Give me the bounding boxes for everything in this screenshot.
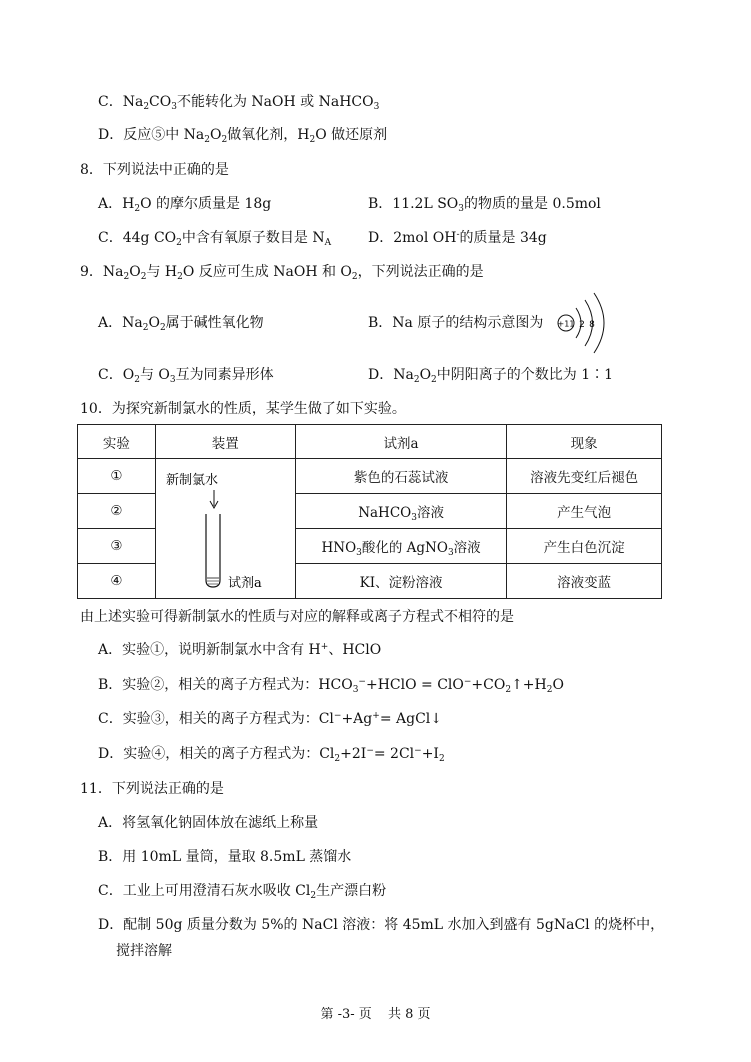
q11-option-d: D．配制 50g 质量分数为 5%的 NaCl 溶液：将 45mL 水加入到盛有 5gNaCl 的烧杯中， xyxy=(98,917,665,933)
nucleus-charge: +11 xyxy=(557,319,575,329)
q9-option-a: A．$Na_2O_2$属于碱性氧化物 xyxy=(98,315,264,333)
header-apparatus: 装置 xyxy=(155,425,295,459)
page-footer xyxy=(0,1003,751,1022)
apparatus-cell xyxy=(155,459,295,599)
page-number: 第 -3- 页 xyxy=(320,1007,372,1022)
q9-option-d: D．$Na_2O_2$中阴阳离子的个数比为 1∶1 xyxy=(368,367,614,385)
phenomenon-cell: 产生白色沉淀 xyxy=(507,529,662,564)
q10-stem: 10．为探究新制氯水的性质，某学生做了如下实验。 xyxy=(80,401,406,417)
apparatus-bottom-label: 试剂a xyxy=(228,575,263,591)
experiment-id: ② xyxy=(78,494,156,529)
q9-option-c: C．$O_2$与 $O_3$互为同素异形体 xyxy=(98,367,274,385)
q11-option-d-cont: 搅拌溶解 xyxy=(116,943,172,959)
phenomenon-cell: 产生气泡 xyxy=(507,494,662,529)
q10-option-b: B．实验②，相关的离子方程式为：$HCO_3^-+HClO$ = $ClO^-+CO_2↑+H_2O$ xyxy=(98,677,564,695)
table-header-row xyxy=(78,425,662,459)
q10-option-d: D．实验④，相关的离子方程式为：$Cl_2+2I^-= 2Cl^-+I_2$ xyxy=(98,746,445,764)
q11-option-c: C．工业上可用澄清石灰水吸收 $Cl_2$生产漂白粉 xyxy=(98,883,387,901)
reagent-cell: $HNO_3$酸化的 AgNO$_3$溶液 xyxy=(295,529,507,564)
q8-option-d: D．2mol OH-的质量是 34g xyxy=(368,230,547,246)
q8-option-a: A．$H_2O$ 的摩尔质量是 18g xyxy=(98,196,272,214)
header-reagent: 试剂a xyxy=(295,425,507,459)
test-tube xyxy=(206,514,220,587)
q9-stem: 9．$Na_2O_2$与 $H_2O$ 反应可生成 NaOH 和 $O_2$，下列说法正确的是 xyxy=(80,264,484,282)
reagent-cell: NaHCO$_3$溶液 xyxy=(295,494,507,529)
shell-2-count: 8 xyxy=(589,320,595,330)
experiment-id: ① xyxy=(78,459,156,494)
test-tube-apparatus xyxy=(156,460,294,598)
q11-option-a: A．将氢氧化钠固体放在滤纸上称量 xyxy=(98,815,319,831)
q9-option-b: B．Na 原子的结构示意图为 xyxy=(368,315,544,331)
reagent-cell: 紫色的石蕊试液 xyxy=(295,459,507,494)
experiment-id: ④ xyxy=(78,564,156,599)
shell-arc-3 xyxy=(594,293,604,353)
q10-option-c: C．实验③，相关的离子方程式为：Cl−+Ag+= AgCl↓ xyxy=(98,711,442,727)
header-phenomenon: 现象 xyxy=(507,425,662,459)
q7-option-d: D．反应⑤中 $Na_2O_2$做氧化剂，$H_2O$ 做还原剂 xyxy=(98,127,388,145)
q7-option-c: C．$Na_2CO_3$不能转化为 NaOH 或 NaHCO$_3$ xyxy=(98,94,380,112)
phenomenon-cell: 溶液先变红后褪色 xyxy=(507,459,662,494)
page-total: 共 8 页 xyxy=(387,1007,431,1022)
q8-option-b: B．11.2L $SO_3$的物质的量是 0.5mol xyxy=(368,196,601,214)
q11-stem: 11．下列说法正确的是 xyxy=(80,781,224,797)
shell-1-count: 2 xyxy=(579,320,585,330)
experiment-id: ③ xyxy=(78,529,156,564)
q11-option-b: B．用 10mL 量筒，量取 8.5mL 蒸馏水 xyxy=(98,849,352,865)
q8-option-c: C．44g $CO_2$中含有氧原子数目是 $N_A$ xyxy=(98,230,332,248)
q10-question: 由上述实验可得新制氯水的性质与对应的解释或离子方程式不相符的是 xyxy=(80,609,514,625)
phenomenon-cell: 溶液变蓝 xyxy=(507,564,662,599)
sodium-atom-diagram xyxy=(552,290,612,356)
table-row xyxy=(78,459,662,494)
q8-stem: 8．下列说法中正确的是 xyxy=(80,162,229,178)
experiment-table xyxy=(77,424,662,599)
reagent-cell: KI、淀粉溶液 xyxy=(295,564,507,599)
header-experiment: 实验 xyxy=(78,425,156,459)
apparatus-top-label: 新制氯水 xyxy=(166,472,219,488)
q10-option-a: A．实验①，说明新制氯水中含有 H+、HClO xyxy=(98,642,382,658)
